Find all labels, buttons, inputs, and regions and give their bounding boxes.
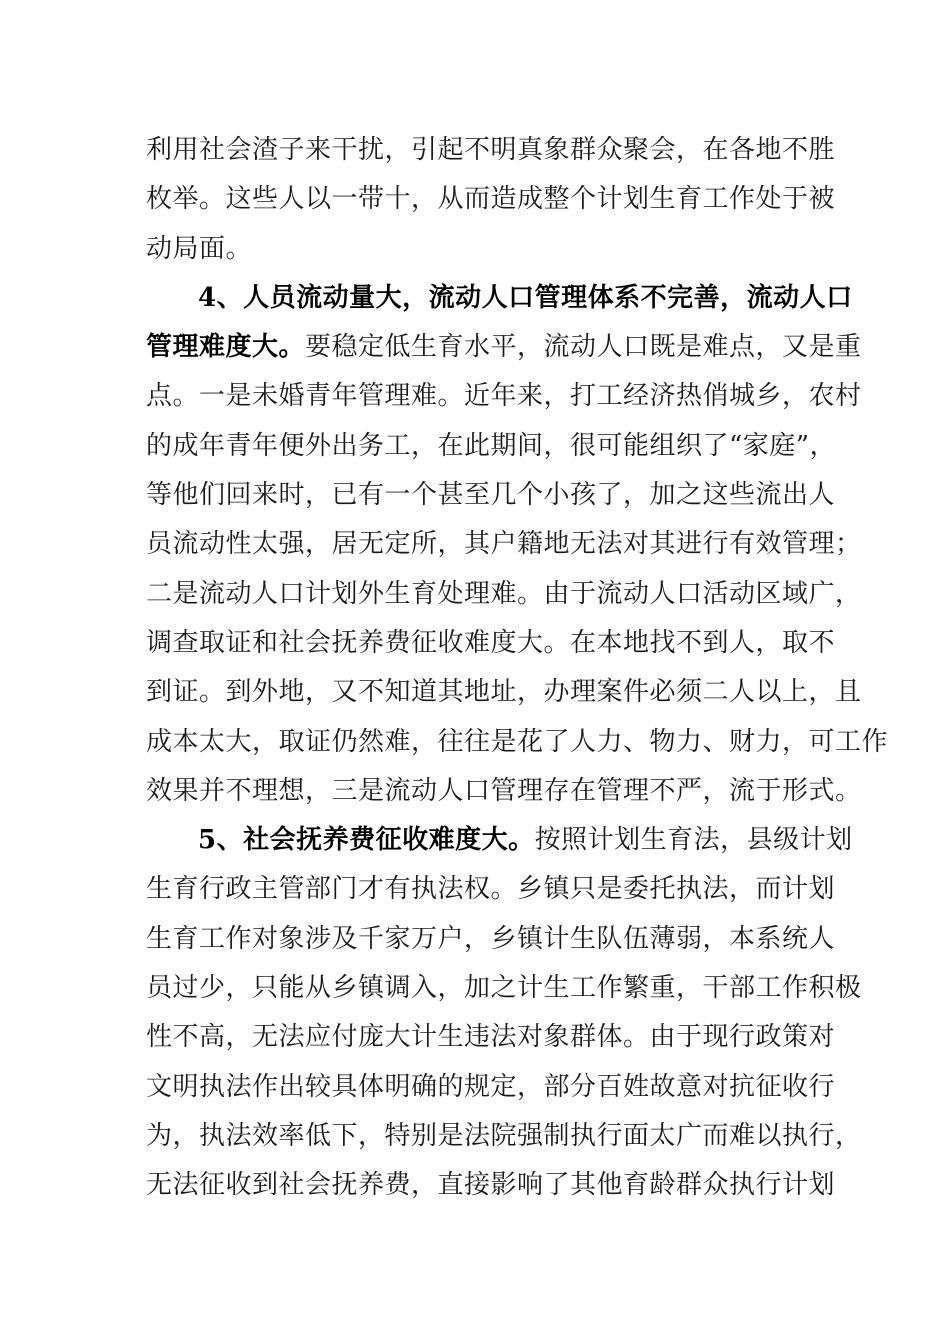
document-body [146,126,889,1211]
body-line [146,323,862,372]
body-line: 性不高，无法应付庞大计生违法对象群体。由于现行政策对 [146,1022,836,1053]
body-line: 员过少，只能从乡镇调入，加之计生工作繁重，干部工作积极 [146,973,862,1004]
body-line: 成本太大，取证仍然难，往往是花了人力、物力、财力，可工作 [146,726,889,757]
section-heading-5: 5、社会抚养费征收难度大。 [198,825,535,856]
body-line [146,816,853,865]
body-line: 员流动性太强，居无定所，其户籍地无法对其进行有效管理； [146,529,862,560]
body-line: 无法征收到社会抚养费，直接影响了其他育龄群众执行计划 [146,1170,836,1201]
body-line: 利用社会渣子来干扰，引起不明真象群众聚会，在各地不胜 [146,135,836,165]
body-line: 二是流动人口计划外生育处理难。由于流动人口活动区域广， [146,578,862,609]
body-line: 为，执法效率低下，特别是法院强制执行面太广而难以执行， [146,1120,862,1151]
body-line: 生育工作对象涉及千家万户，乡镇计生队伍薄弱，本系统人 [146,923,836,954]
body-line: 到证。到外地，又不知道其地址，办理案件必须二人以上，且 [146,677,862,708]
body-line: 调查取证和社会抚养费征收难度大。在本地找不到人，取不 [146,627,836,658]
body-line: 等他们回来时，已有一个甚至几个小孩了，加之这些流出人 [146,480,836,511]
section-heading-4: 4、人员流动量大，流动人口管理体系不完善，流动人口 [198,282,853,313]
body-line: 点。一是未婚青年管理难。近年来，打工经济热俏城乡，农村 [146,381,862,412]
body-line: 生育行政主管部门才有执法权。乡镇只是委托执法，而计划 [146,874,836,905]
body-line: 效果并不理想，三是流动人口管理存在管理不严，流于形式。 [146,775,862,806]
body-line: 的成年青年便外出务工，在此期间，很可能组织了“家庭”， [146,430,837,461]
body-text: 要稳定低生育水平，流动人口既是难点，又是重 [305,332,862,363]
body-line: 文明执法作出较具体明确的规定，部分百姓故意对抗征收行 [146,1071,836,1102]
body-text: 按照计划生育法，县级计划 [534,825,853,856]
body-line: 枚举。这些人以一带十，从而造成整个计划生育工作处于被 [146,184,836,215]
body-line: 动局面。 [146,233,253,264]
section-heading-4-cont: 管理难度大。 [146,332,306,363]
